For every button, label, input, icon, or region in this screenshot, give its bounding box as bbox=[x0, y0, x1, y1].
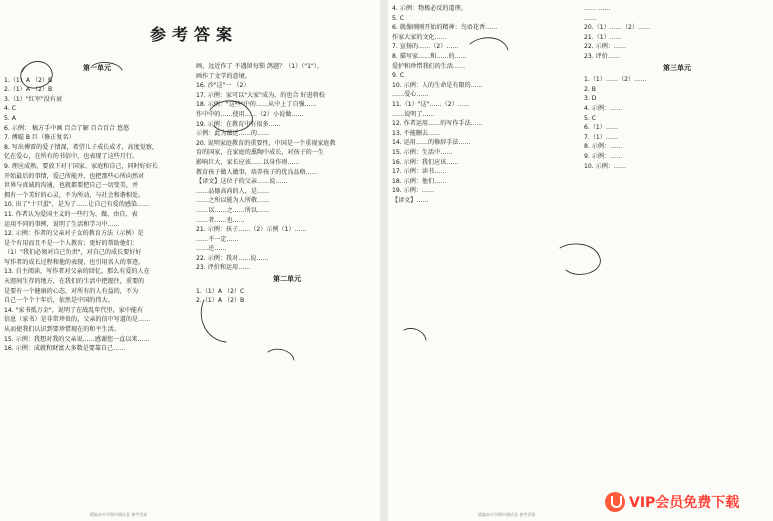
answer-line: 1.（1）……（2）…… bbox=[584, 76, 647, 84]
answer-line: 8. 写出傅雷的爱子情深，希望儿子成长成才，高度觉察， bbox=[4, 143, 159, 151]
answer-line: 17. 示例：家可以"大家"成为，的也合 好进将校 bbox=[196, 91, 325, 99]
answer-line: 画，远近作了 不遇留每锁 鸽题？（1）（"1"）， bbox=[196, 63, 323, 70]
answer-line: ……不一定…… bbox=[196, 235, 239, 243]
answer-line: ……品德高尚的人，是…… bbox=[196, 187, 270, 195]
answer-line: ……说明了…… bbox=[392, 110, 435, 118]
answer-line: 开始最后的事情，爱己所能并，也把那些心所向然对 bbox=[4, 172, 145, 180]
answer-line: 【译文】…… bbox=[392, 196, 429, 204]
answer-line: 【译文】这位子的父亲……说…… bbox=[196, 178, 288, 186]
answer-line: 9. 理应成熟，要放下对于国家、家庭和自己，同时好好长 bbox=[4, 162, 159, 170]
answer-line: 4. 示例：物极必反的道理。 bbox=[392, 5, 467, 12]
answer-line: 8. 示例：…… bbox=[584, 143, 623, 151]
left-column-1 bbox=[4, 62, 190, 512]
answer-line: 爱护和珍惜我们的生活…… bbox=[392, 62, 466, 70]
book-gutter bbox=[380, 0, 388, 521]
page-footer-left: 精编本中学期中测试卷 参考答案 bbox=[90, 512, 148, 517]
answer-line: 7. 傅聪 B 巨（修正复名） bbox=[4, 134, 75, 142]
answer-line: 影响巨大，家长应该……以身作则…… bbox=[196, 158, 300, 166]
answer-line: ……以……之……所以…… bbox=[196, 206, 270, 214]
answer-line: 11.（1）"这"……（2）…… bbox=[392, 100, 470, 108]
answer-line: ……之所以能为人所敬…… bbox=[196, 197, 270, 205]
answer-line: 4. C bbox=[4, 105, 17, 113]
answer-line: 2.（1）A （2）B bbox=[4, 86, 53, 94]
answer-line: 23. 评价…… bbox=[584, 52, 621, 60]
answer-line: 12. 示例：作者的父亲对子女的教育方法（示例）是 bbox=[4, 230, 144, 238]
answer-line: 拥有一个美好的心灵，不为所动，与社会和谐相处。 bbox=[4, 191, 145, 199]
answer-line: 运用不同的事例，说明了生活和学习中…… bbox=[4, 220, 120, 228]
answer-line: 8. 描写家……和……的…… bbox=[392, 52, 467, 60]
answer-line: 3.（1）"红军"没有衰 bbox=[4, 95, 62, 103]
section-heading: 第一单元 bbox=[83, 64, 111, 72]
answer-line: 16. 沙"这"一 （2） bbox=[196, 82, 250, 90]
answer-line: 9. C bbox=[392, 72, 405, 80]
answer-line: ……还…… bbox=[196, 245, 227, 253]
answer-line: 16. 示例：我们应该…… bbox=[392, 158, 459, 166]
answer-line: 1.（1）A （2）C bbox=[196, 287, 245, 295]
answer-line: 天涯间生存的地方，在我们的生活中把握住，重要的 bbox=[4, 278, 145, 286]
answer-line: 15. 示例：生活中…… bbox=[392, 148, 453, 156]
left-column-2 bbox=[196, 62, 378, 512]
answer-line: 画作了文学的意境。 bbox=[196, 72, 251, 80]
answer-line: 20.（1）……（2）…… bbox=[584, 24, 651, 32]
answer-line: 从而使我们认识到要珍惜现在的和平生活。 bbox=[4, 326, 120, 334]
answer-line: …… bbox=[584, 14, 597, 22]
answer-line: 2.（1）A （2）B bbox=[196, 297, 245, 305]
answer-line: 21.（1）…… bbox=[584, 33, 622, 41]
page-title: 参考答案 bbox=[150, 25, 239, 44]
answer-line: ……爱心…… bbox=[392, 91, 429, 99]
answer-line: 作家大家的文化…… bbox=[392, 33, 447, 41]
answer-line: 6.（1）…… bbox=[584, 124, 619, 132]
answer-line: 示例：此为最近……的…… bbox=[196, 130, 270, 138]
answer-line: 5. C bbox=[584, 114, 597, 122]
vip-label: VIP会员免费下载 bbox=[629, 495, 740, 511]
answer-line: 是个有用而且不是一个人教育；更好的帮助他们： bbox=[4, 239, 139, 247]
vip-download-badge[interactable] bbox=[605, 491, 763, 513]
answer-line: 18. 示例："这些"中的……从中上了自强…… bbox=[196, 101, 317, 109]
answer-line: 育的国家，在家庭的熏陶中成长，对孩子的一生 bbox=[196, 149, 324, 157]
section-heading: 第二单元 bbox=[273, 275, 301, 284]
answer-line: 教育孩子做人做事，培养孩子的优良品格…… bbox=[196, 168, 318, 176]
answer-line: 14. "家书抵万金"，说明了在战乱年代里，家中能有 bbox=[4, 306, 144, 314]
answer-line: 21. 示例：孩子……（2）示例（1）…… bbox=[196, 226, 307, 234]
answer-line: 19. 示例：…… bbox=[392, 187, 435, 195]
right-page bbox=[388, 0, 773, 521]
answer-line: 13. 不能删去…… bbox=[392, 129, 441, 137]
answer-line: …… …… bbox=[584, 5, 611, 12]
answer-line: 18. 示例：他们…… bbox=[392, 177, 447, 185]
answer-line: （1）"我们必须对自己负责"，对自己的成长要好好 bbox=[4, 249, 142, 257]
answer-line: 5. C bbox=[392, 14, 405, 22]
right-column-2 bbox=[584, 4, 770, 509]
answer-line: 6. 就像刚刚开始的精神：鸟语花香…… bbox=[392, 24, 498, 32]
answer-line: 6. 示例： 稿方手中画 百合了解 百合百合 悠悠 bbox=[4, 124, 130, 132]
answer-line: 写作者的成长过程和他的表现，也引用名人的事迹。 bbox=[4, 258, 145, 266]
answer-line: 7.（1）…… bbox=[584, 133, 619, 141]
answer-line: 23. 评价和运用…… bbox=[196, 264, 251, 272]
answer-line: 4. 示例：…… bbox=[584, 104, 623, 112]
section-heading: 第三单元 bbox=[663, 63, 691, 72]
answer-line: 7. 宣扬的……（2）…… bbox=[392, 43, 459, 51]
answer-line: 11. 作者认为爱国主义的一些行为、做、由自，表 bbox=[4, 210, 138, 218]
left-page bbox=[0, 0, 380, 521]
answer-line: 22. 示例：…… bbox=[584, 43, 627, 51]
answer-line: 信息（家书）是非常珍贵的，父亲的信中写道的是…… bbox=[4, 316, 151, 324]
answer-line: 16. 示例：成就和财富大多数是要靠自己…… bbox=[4, 345, 126, 353]
answer-line: 10. 出了"十只蛋"，是为了……让自己有爱的感染…… bbox=[4, 201, 150, 209]
answer-line: 14. 运用……的修辞手法…… bbox=[392, 139, 471, 147]
answer-line: ……者……也…… bbox=[196, 216, 245, 224]
vip-logo-icon bbox=[605, 492, 625, 512]
right-column-1 bbox=[392, 4, 580, 509]
answer-line: 1.（1）A （2）B bbox=[4, 76, 53, 84]
answer-line: 5. A bbox=[4, 114, 16, 122]
answer-line: 15. 示例：我想对我的父亲说……感谢您一直以来…… bbox=[4, 335, 150, 343]
answer-line: 作中中的……使用……（2）小说做…… bbox=[196, 110, 304, 118]
answer-line: 13. 自主阅读，写作者对父亲的回忆，那么有爱的人在 bbox=[4, 268, 150, 276]
answer-line: 10. 示例：…… bbox=[584, 162, 627, 170]
answer-line: 20. 说明家庭教育的重要性，中国是一个重视家庭教 bbox=[196, 139, 336, 147]
answer-line: 自己一个个十年后，依然是中国的伟大。 bbox=[4, 297, 114, 305]
answer-line: 10. 示例：人的生命是有限的…… bbox=[392, 81, 483, 89]
answer-line: 忆在爱心，在所有的书信中，也表现了这些月行。 bbox=[4, 153, 139, 161]
answer-line: 世界与真诚的沟通，也就都要把自己一切变美，并 bbox=[4, 182, 139, 190]
page-footer-right: 精编本中学期中测试卷 参考答案 bbox=[478, 512, 536, 517]
answer-line: 22. 示例：我对……说…… bbox=[196, 254, 269, 262]
answer-line: 2. B bbox=[584, 85, 596, 93]
answer-line: 9. 示例：…… bbox=[584, 152, 623, 160]
answer-line: 3. D bbox=[584, 95, 597, 103]
answer-line: 19. 示例：在教育中有很多…… bbox=[196, 120, 281, 128]
answer-line: 12. 作者运用……的写作手法…… bbox=[392, 120, 483, 128]
answer-line: 17. 示例：读书…… bbox=[392, 168, 447, 176]
answer-line: 是要有一个健康的心态，对所有的人有益的，不为 bbox=[4, 287, 139, 295]
